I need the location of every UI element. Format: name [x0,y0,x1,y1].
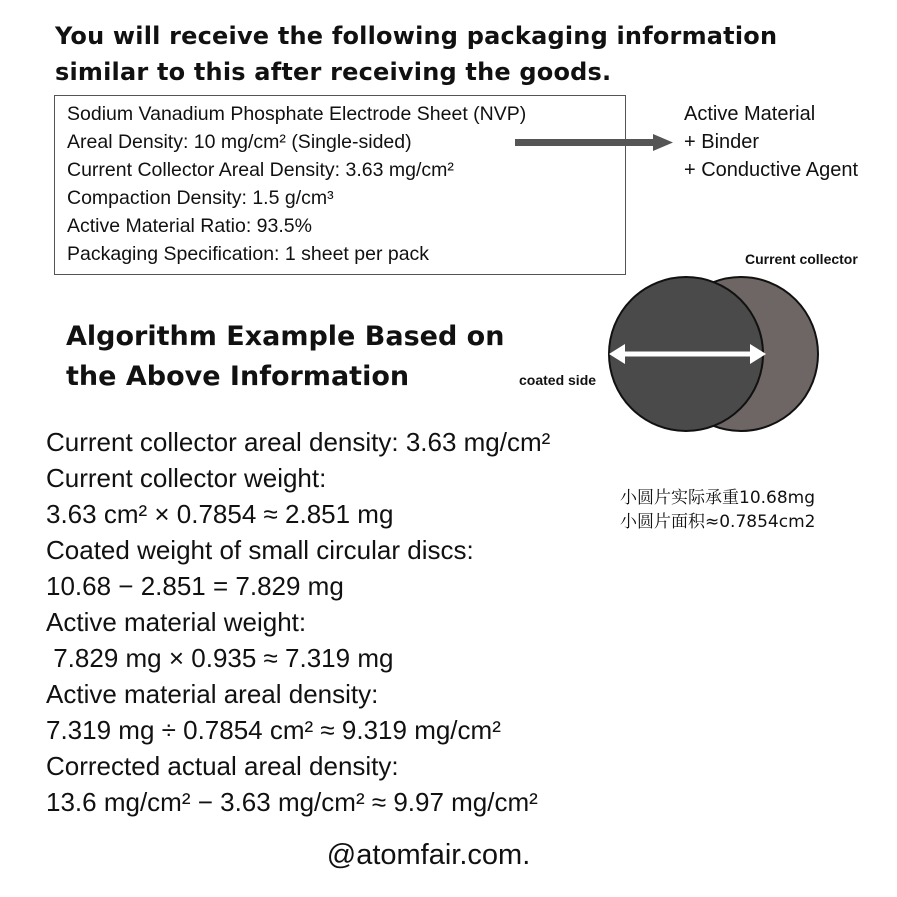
calc-line: Corrected actual areal density: [46,751,399,781]
disc-area-note: 小圆片面积≈0.7854cm2 [620,512,816,532]
heading-line-2: similar to this after receiving the goods. [55,58,612,86]
footer [0,835,897,875]
disc-notes [620,486,815,534]
info-product-name: Sodium Vanadium Phosphate Electrode Sheet (NVP) [67,103,527,125]
info-collector-density: Current Collector Areal Density: 3.63 mg/cm² [67,159,454,181]
calculation-block [46,424,550,820]
subheading-line-2: the Above Information [66,361,410,392]
calc-line: 13.6 mg/cm² − 3.63 mg/cm² ≈ 9.97 mg/cm² [46,787,538,817]
calc-line: Active material weight: [46,607,307,637]
composition-conductive-agent: + Conductive Agent [684,159,859,181]
calc-line: Coated weight of small circular discs: [46,535,474,565]
info-areal-density: Areal Density: 10 mg/cm² (Single-sided) [67,131,412,153]
calc-line: 10.68 − 2.851 = 7.829 mg [46,571,344,601]
composition-binder: + Binder [684,131,760,153]
calc-line: Current collector weight: [46,463,327,493]
calc-line: Active material areal density: [46,679,379,709]
disc-load-note: 小圆片实际承重10.68mg [620,488,816,508]
info-active-ratio: Active Material Ratio: 93.5% [67,215,312,237]
coated-side-label: coated side [519,372,597,388]
current-collector-label: Current collector [745,251,858,267]
calc-line: 7.829 mg × 0.935 ≈ 7.319 mg [46,643,394,673]
subheading-line-1: Algorithm Example Based on [66,321,505,352]
footer-website: @atomfair.com. [326,839,531,871]
info-packaging-spec: Packaging Specification: 1 sheet per pack [67,243,430,265]
calc-line: Current collector areal density: 3.63 mg/cm² [46,427,551,457]
calc-line: 3.63 cm² × 0.7854 ≈ 2.851 mg [46,499,394,529]
heading-line-1: You will receive the following packaging information [55,22,778,50]
info-compaction-density: Compaction Density: 1.5 g/cm³ [67,187,334,209]
composition-active-material: Active Material [684,103,816,125]
calc-line: 7.319 mg ÷ 0.7854 cm² ≈ 9.319 mg/cm² [46,715,501,745]
